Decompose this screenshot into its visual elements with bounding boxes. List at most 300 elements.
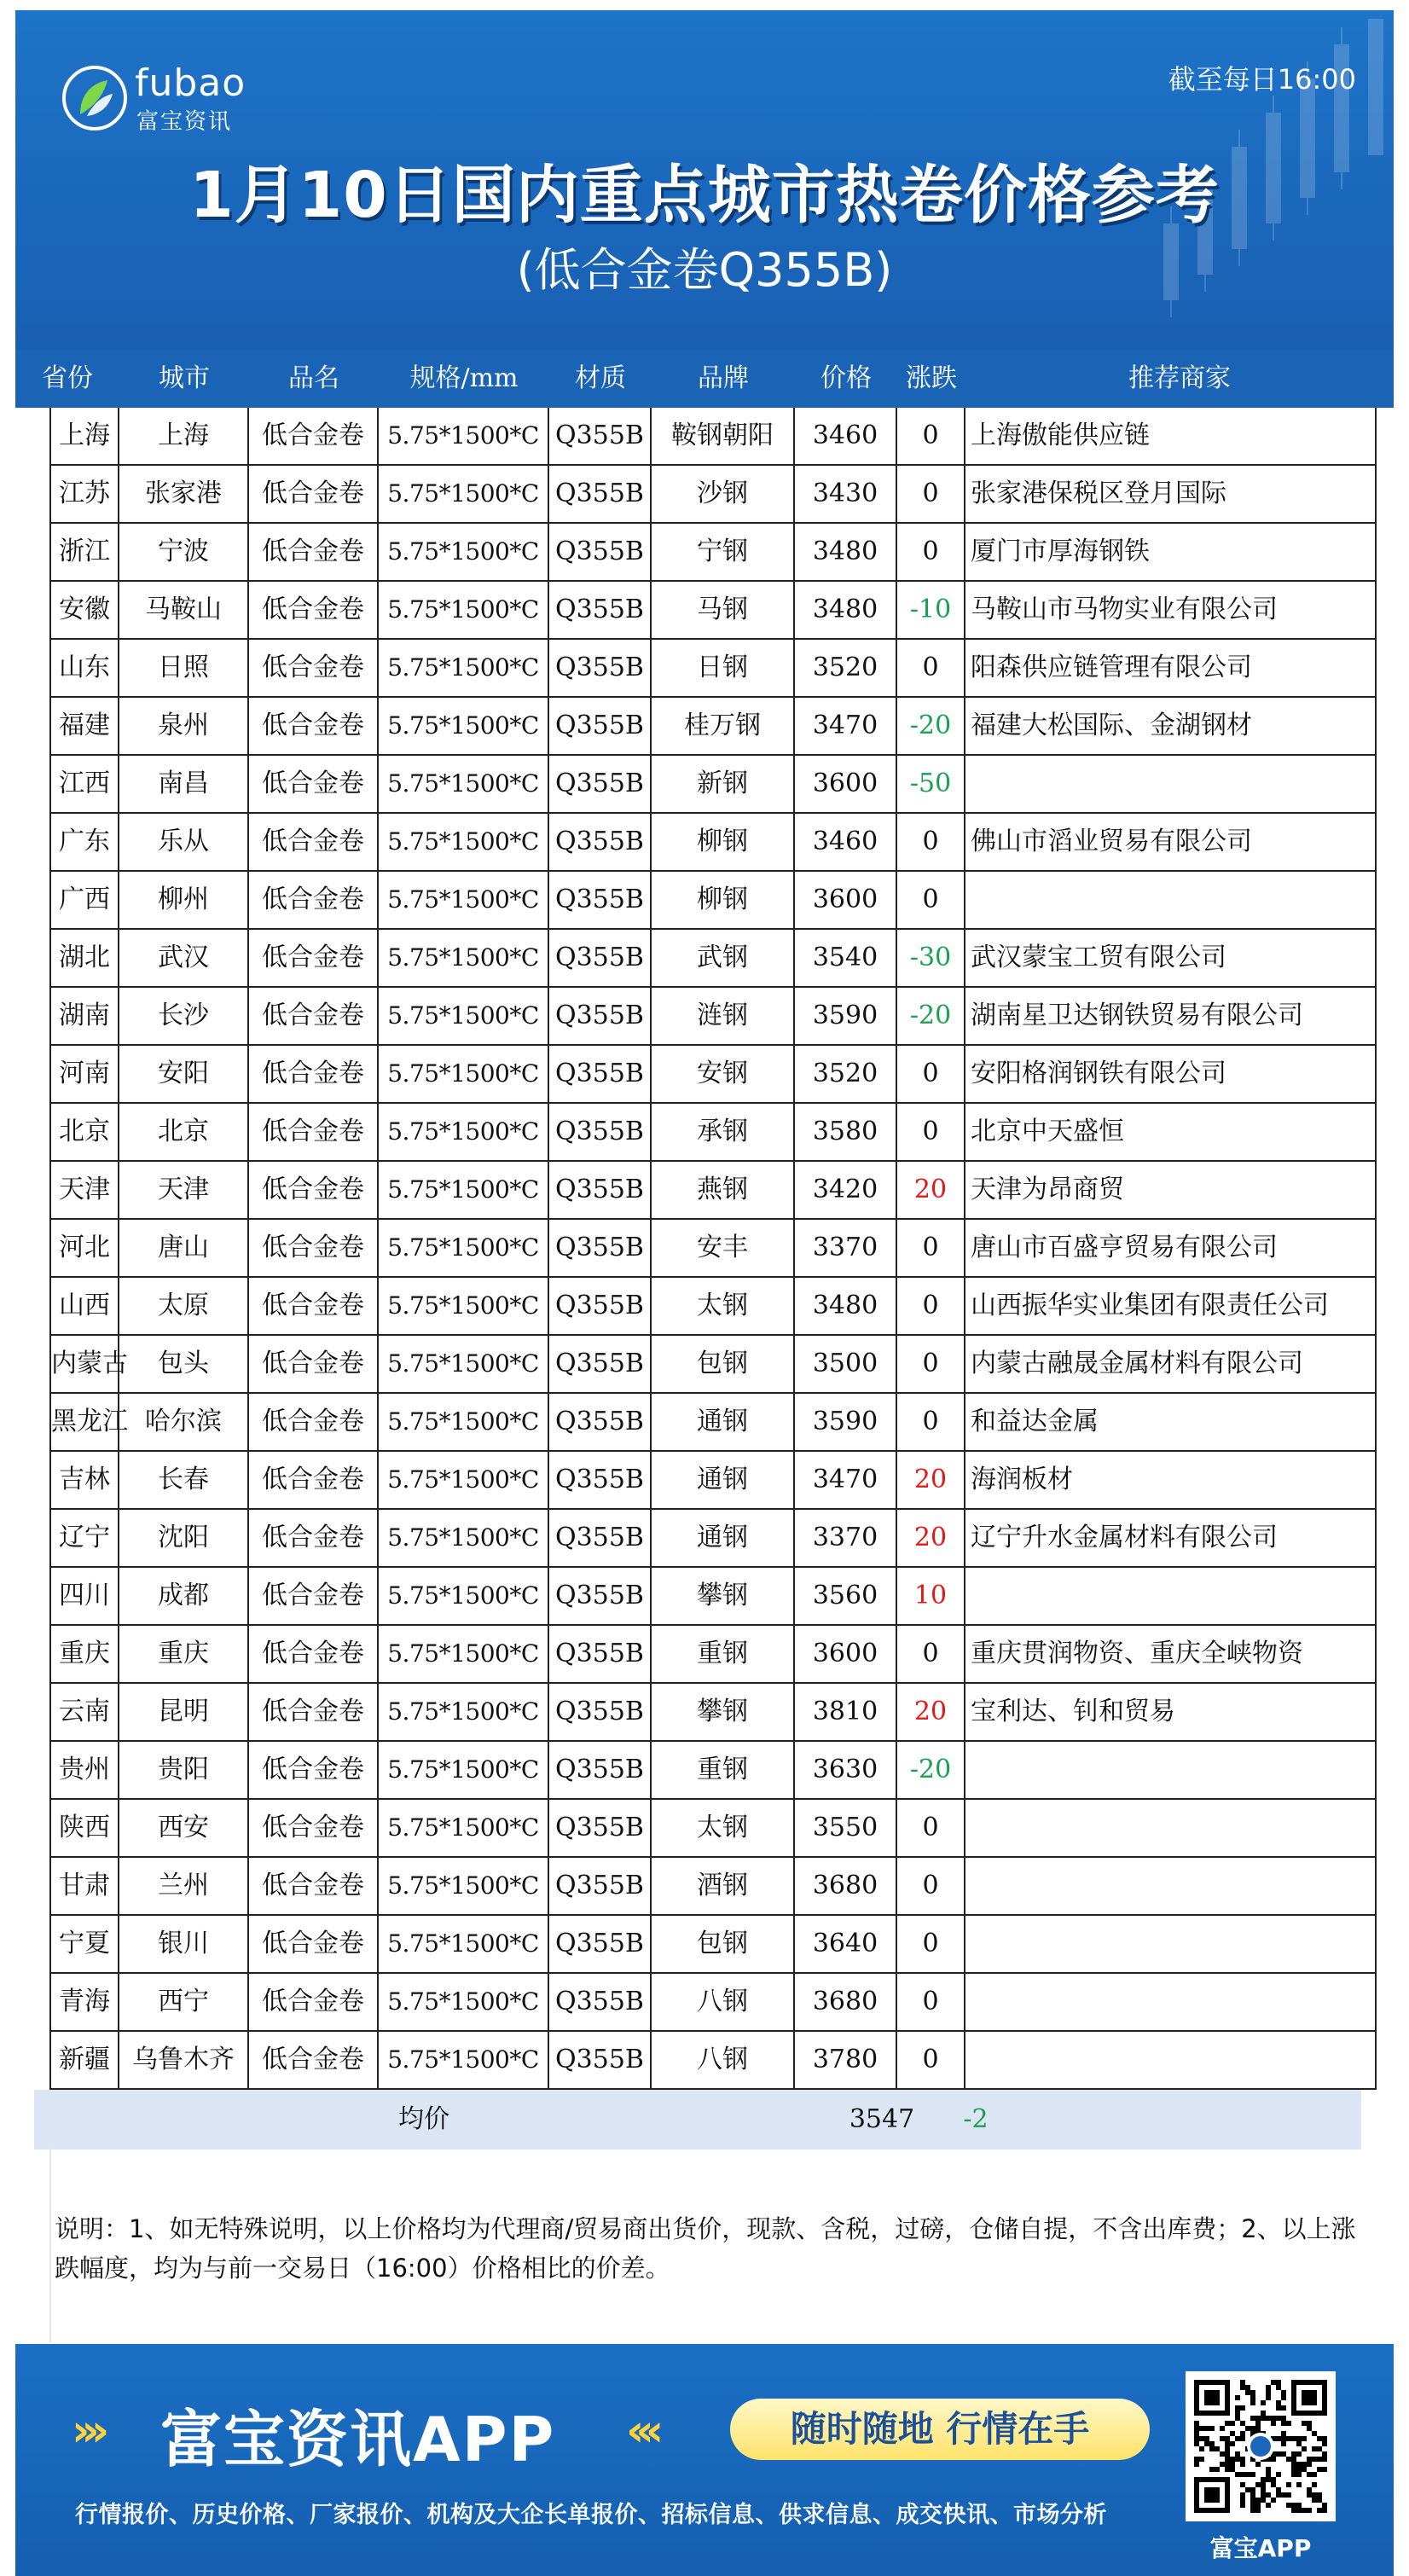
average-change: -2 [963, 2104, 989, 2134]
cell-merchant: 内蒙古融晟金属材料有限公司 [965, 1336, 1377, 1394]
cell-material: Q355B [549, 698, 652, 756]
qr-label: 富宝APP [1209, 2534, 1312, 2562]
cell-change: -30 [897, 930, 965, 988]
cell-product: 低合金卷 [249, 1974, 379, 2032]
cell-province: 重庆 [49, 1626, 119, 1684]
cell-brand: 包钢 [652, 1336, 795, 1394]
chevron-right-icon: ››› [72, 2405, 101, 2457]
cell-price: 3640 [795, 1916, 897, 1974]
cell-price: 3680 [795, 1858, 897, 1916]
table-row [49, 408, 1377, 466]
cell-product: 低合金卷 [249, 1684, 379, 1742]
table-row [49, 1800, 1377, 1858]
cell-city: 武汉 [119, 930, 249, 988]
cell-product: 低合金卷 [249, 524, 379, 582]
cell-spec: 5.75*1500*C [379, 988, 549, 1046]
cell-city: 上海 [119, 408, 249, 466]
cell-city: 长春 [119, 1452, 249, 1510]
cell-change: 0 [897, 1626, 965, 1684]
cell-material: Q355B [549, 1916, 652, 1974]
cell-merchant: 佛山市滔业贸易有限公司 [965, 814, 1377, 872]
cell-product: 低合金卷 [249, 466, 379, 524]
cell-province: 宁夏 [49, 1916, 119, 1974]
cell-city: 唐山 [119, 1220, 249, 1278]
cell-province: 安徽 [49, 582, 119, 640]
cell-brand: 燕钢 [652, 1162, 795, 1220]
footer-services: 行情报价、历史价格、厂家报价、机构及大企长单报价、招标信息、供求信息、成交快讯、市场分析 [75, 2502, 1107, 2528]
table-row [49, 1626, 1377, 1684]
table-row [49, 1858, 1377, 1916]
cell-city: 天津 [119, 1162, 249, 1220]
cell-change: 0 [897, 1858, 965, 1916]
cell-price: 3680 [795, 1974, 897, 2032]
cell-material: Q355B [549, 466, 652, 524]
fubao-logo [61, 61, 343, 138]
cell-product: 低合金卷 [249, 1220, 379, 1278]
footer-slogan: 随时随地 行情在手 [730, 2399, 1150, 2460]
cell-province: 四川 [49, 1568, 119, 1626]
cell-price: 3480 [795, 582, 897, 640]
cell-change: 0 [897, 524, 965, 582]
cell-price: 3810 [795, 1684, 897, 1742]
cell-material: Q355B [549, 1510, 652, 1568]
cell-price: 3460 [795, 814, 897, 872]
cell-brand: 新钢 [652, 756, 795, 814]
cell-merchant: 湖南星卫达钢铁贸易有限公司 [965, 988, 1377, 1046]
cell-brand: 宁钢 [652, 524, 795, 582]
cell-spec: 5.75*1500*C [379, 640, 549, 698]
cell-merchant: 张家港保税区登月国际 [965, 466, 1377, 524]
cell-product: 低合金卷 [249, 2032, 379, 2090]
cell-brand: 八钢 [652, 1974, 795, 2032]
cell-city: 兰州 [119, 1858, 249, 1916]
chevron-left-icon: ‹‹‹ [626, 2405, 656, 2457]
cell-price: 3780 [795, 2032, 897, 2090]
header-spec: 规格/mm [409, 363, 519, 393]
cell-city: 太原 [119, 1278, 249, 1336]
cell-merchant [965, 1858, 1377, 1916]
cell-brand: 安钢 [652, 1046, 795, 1104]
cell-price: 3480 [795, 1278, 897, 1336]
cell-province: 上海 [49, 408, 119, 466]
cell-province: 青海 [49, 1974, 119, 2032]
header-city: 城市 [159, 363, 210, 393]
cell-brand: 鞍钢朝阳 [652, 408, 795, 466]
cell-province: 黑龙江 [49, 1394, 119, 1452]
table-row [49, 1916, 1377, 1974]
cell-change: 0 [897, 408, 965, 466]
cell-change: 0 [897, 1916, 965, 1974]
cell-city: 日照 [119, 640, 249, 698]
cell-product: 低合金卷 [249, 1742, 379, 1800]
cell-city: 沈阳 [119, 1510, 249, 1568]
cell-province: 福建 [49, 698, 119, 756]
cell-product: 低合金卷 [249, 1046, 379, 1104]
cell-price: 3540 [795, 930, 897, 988]
cell-material: Q355B [549, 1278, 652, 1336]
page-subtitle: (低合金卷Q355B) [516, 243, 893, 297]
cell-spec: 5.75*1500*C [379, 466, 549, 524]
cell-province: 广东 [49, 814, 119, 872]
cell-spec: 5.75*1500*C [379, 930, 549, 988]
cell-spec: 5.75*1500*C [379, 1974, 549, 2032]
table-row [49, 1278, 1377, 1336]
cell-change: 0 [897, 2032, 965, 2090]
table-row [49, 756, 1377, 814]
cell-brand: 通钢 [652, 1452, 795, 1510]
cell-province: 甘肃 [49, 1858, 119, 1916]
cell-change: -10 [897, 582, 965, 640]
cell-brand: 通钢 [652, 1394, 795, 1452]
cell-merchant [965, 1568, 1377, 1626]
cell-merchant [965, 1916, 1377, 1974]
qr-code[interactable] [1186, 2371, 1336, 2521]
cell-merchant [965, 872, 1377, 930]
cell-merchant: 福建大松国际、金湖钢材 [965, 698, 1377, 756]
cell-product: 低合金卷 [249, 872, 379, 930]
cell-spec: 5.75*1500*C [379, 1278, 549, 1336]
cell-material: Q355B [549, 408, 652, 466]
cell-city: 乌鲁木齐 [119, 2032, 249, 2090]
cell-price: 3370 [795, 1510, 897, 1568]
cell-brand: 太钢 [652, 1800, 795, 1858]
table-row [49, 1568, 1377, 1626]
cell-merchant [965, 1742, 1377, 1800]
cell-city: 马鞍山 [119, 582, 249, 640]
cell-city: 重庆 [119, 1626, 249, 1684]
cell-brand: 酒钢 [652, 1858, 795, 1916]
average-label: 均价 [398, 2104, 449, 2134]
cell-price: 3590 [795, 1394, 897, 1452]
cell-city: 北京 [119, 1104, 249, 1162]
cell-product: 低合金卷 [249, 1626, 379, 1684]
cell-brand: 攀钢 [652, 1684, 795, 1742]
cell-material: Q355B [549, 1684, 652, 1742]
cell-product: 低合金卷 [249, 1800, 379, 1858]
cell-brand: 沙钢 [652, 466, 795, 524]
cell-spec: 5.75*1500*C [379, 1220, 549, 1278]
cell-price: 3500 [795, 1336, 897, 1394]
cell-price: 3560 [795, 1568, 897, 1626]
cell-material: Q355B [549, 582, 652, 640]
cell-province: 吉林 [49, 1452, 119, 1510]
cell-merchant: 海润板材 [965, 1452, 1377, 1510]
table-row [49, 1046, 1377, 1104]
table-row [49, 698, 1377, 756]
cell-material: Q355B [549, 1568, 652, 1626]
cell-city: 西宁 [119, 1974, 249, 2032]
cell-merchant [965, 756, 1377, 814]
cell-merchant: 武汉蒙宝工贸有限公司 [965, 930, 1377, 988]
cell-material: Q355B [549, 814, 652, 872]
cell-brand: 通钢 [652, 1510, 795, 1568]
cell-merchant: 北京中天盛恒 [965, 1104, 1377, 1162]
cell-merchant: 宝利达、钊和贸易 [965, 1684, 1377, 1742]
table-row [49, 2032, 1377, 2090]
cell-product: 低合金卷 [249, 1858, 379, 1916]
cell-price: 3600 [795, 756, 897, 814]
cell-material: Q355B [549, 1800, 652, 1858]
cell-brand: 太钢 [652, 1278, 795, 1336]
cell-province: 江苏 [49, 466, 119, 524]
cell-product: 低合金卷 [249, 1278, 379, 1336]
cell-city: 昆明 [119, 1684, 249, 1742]
cell-price: 3370 [795, 1220, 897, 1278]
cell-merchant: 安阳格润钢铁有限公司 [965, 1046, 1377, 1104]
cell-brand: 包钢 [652, 1916, 795, 1974]
cell-province: 浙江 [49, 524, 119, 582]
cell-product: 低合金卷 [249, 640, 379, 698]
cell-material: Q355B [549, 640, 652, 698]
cell-change: 20 [897, 1162, 965, 1220]
table-row [49, 872, 1377, 930]
cell-price: 3630 [795, 1742, 897, 1800]
price-note: 说明：1、如无特殊说明，以上价格均为代理商/贸易商出货价，现款、含税，过磅，仓储自提，不含出库费；2、以上涨跌幅度，均为与前一交易日（16:00）价格相比的价差。 [55, 2214, 1356, 2283]
cell-merchant: 马鞍山市马物实业有限公司 [965, 582, 1377, 640]
cell-spec: 5.75*1500*C [379, 872, 549, 930]
cell-product: 低合金卷 [249, 1916, 379, 1974]
cell-material: Q355B [549, 1046, 652, 1104]
cell-city: 成都 [119, 1568, 249, 1626]
cell-price: 3480 [795, 524, 897, 582]
cell-spec: 5.75*1500*C [379, 1162, 549, 1220]
cell-price: 3470 [795, 698, 897, 756]
cell-change: 0 [897, 1046, 965, 1104]
cell-product: 低合金卷 [249, 698, 379, 756]
cell-material: Q355B [549, 1452, 652, 1510]
cell-province: 天津 [49, 1162, 119, 1220]
cell-change: -20 [897, 698, 965, 756]
cell-material: Q355B [549, 930, 652, 988]
header-product: 品名 [288, 363, 339, 393]
leaf-logo-icon [61, 65, 128, 131]
header-change: 涨跌 [906, 363, 957, 393]
cell-product: 低合金卷 [249, 1104, 379, 1162]
cell-province: 山东 [49, 640, 119, 698]
cell-city: 西安 [119, 1800, 249, 1858]
table-row [49, 640, 1377, 698]
cell-spec: 5.75*1500*C [379, 1568, 549, 1626]
cell-province: 新疆 [49, 2032, 119, 2090]
cell-material: Q355B [549, 1162, 652, 1220]
cell-change: 10 [897, 1568, 965, 1626]
cell-merchant [965, 2032, 1377, 2090]
cell-province: 河南 [49, 1046, 119, 1104]
cell-province: 江西 [49, 756, 119, 814]
cell-brand: 重钢 [652, 1626, 795, 1684]
table-row [49, 814, 1377, 872]
cell-brand: 日钢 [652, 640, 795, 698]
cell-spec: 5.75*1500*C [379, 1916, 549, 1974]
cell-material: Q355B [549, 988, 652, 1046]
cell-spec: 5.75*1500*C [379, 1684, 549, 1742]
cell-spec: 5.75*1500*C [379, 1452, 549, 1510]
table-row [49, 1510, 1377, 1568]
header-price: 价格 [820, 363, 872, 393]
table-row [49, 1220, 1377, 1278]
cell-price: 3470 [795, 1452, 897, 1510]
cell-change: 0 [897, 872, 965, 930]
cell-merchant: 唐山市百盛亨贸易有限公司 [965, 1220, 1377, 1278]
cell-merchant: 上海傲能供应链 [965, 408, 1377, 466]
cell-brand: 攀钢 [652, 1568, 795, 1626]
header-province: 省份 [42, 363, 93, 393]
cell-province: 贵州 [49, 1742, 119, 1800]
table-row [49, 1452, 1377, 1510]
cell-change: 0 [897, 1394, 965, 1452]
header-banner [15, 10, 1394, 350]
cell-change: -20 [897, 1742, 965, 1800]
cell-product: 低合金卷 [249, 1510, 379, 1568]
cell-product: 低合金卷 [249, 814, 379, 872]
cell-province: 湖南 [49, 988, 119, 1046]
cell-price: 3550 [795, 1800, 897, 1858]
cell-spec: 5.75*1500*C [379, 1800, 549, 1858]
table-row [49, 582, 1377, 640]
table-row [49, 1104, 1377, 1162]
cell-city: 贵阳 [119, 1742, 249, 1800]
cell-province: 陕西 [49, 1800, 119, 1858]
cell-spec: 5.75*1500*C [379, 1510, 549, 1568]
table-row [49, 1742, 1377, 1800]
table-row [49, 466, 1377, 524]
cell-spec: 5.75*1500*C [379, 698, 549, 756]
average-row [34, 2090, 1361, 2150]
cell-change: 20 [897, 1452, 965, 1510]
cell-material: Q355B [549, 872, 652, 930]
cell-spec: 5.75*1500*C [379, 1046, 549, 1104]
cell-merchant: 辽宁升水金属材料有限公司 [965, 1510, 1377, 1568]
cell-city: 泉州 [119, 698, 249, 756]
cell-spec: 5.75*1500*C [379, 408, 549, 466]
cell-spec: 5.75*1500*C [379, 1626, 549, 1684]
header-merchant: 推荐商家 [1128, 363, 1231, 393]
cell-brand: 安丰 [652, 1220, 795, 1278]
cell-change: 0 [897, 1104, 965, 1162]
cell-merchant: 和益达金属 [965, 1394, 1377, 1452]
cell-material: Q355B [549, 2032, 652, 2090]
cell-city: 哈尔滨 [119, 1394, 249, 1452]
cell-province: 山西 [49, 1278, 119, 1336]
cell-city: 宁波 [119, 524, 249, 582]
cell-merchant: 天津为昂商贸 [965, 1162, 1377, 1220]
cell-change: 0 [897, 466, 965, 524]
table-row [49, 1974, 1377, 2032]
cell-brand: 八钢 [652, 2032, 795, 2090]
cell-brand: 柳钢 [652, 872, 795, 930]
cell-material: Q355B [549, 1104, 652, 1162]
cell-material: Q355B [549, 1336, 652, 1394]
cell-product: 低合金卷 [249, 930, 379, 988]
cell-merchant: 厦门市厚海钢铁 [965, 524, 1377, 582]
cell-province: 湖北 [49, 930, 119, 988]
cell-brand: 承钢 [652, 1104, 795, 1162]
page-title: 1月10日国内重点城市热卷价格参考 [189, 159, 1220, 232]
cell-spec: 5.75*1500*C [379, 1858, 549, 1916]
cell-price: 3460 [795, 408, 897, 466]
qr-code-icon [1194, 2380, 1327, 2513]
cell-price: 3520 [795, 1046, 897, 1104]
cell-material: Q355B [549, 1220, 652, 1278]
cell-province: 北京 [49, 1104, 119, 1162]
cell-merchant: 山西振华实业集团有限责任公司 [965, 1278, 1377, 1336]
cell-spec: 5.75*1500*C [379, 2032, 549, 2090]
table-row [49, 930, 1377, 988]
cell-change: 0 [897, 1278, 965, 1336]
cell-material: Q355B [549, 1742, 652, 1800]
cell-material: Q355B [549, 1626, 652, 1684]
cell-change: 0 [897, 814, 965, 872]
cell-material: Q355B [549, 1858, 652, 1916]
cell-change: 0 [897, 1800, 965, 1858]
cell-change: 20 [897, 1684, 965, 1742]
cell-material: Q355B [549, 1974, 652, 2032]
cell-price: 3430 [795, 466, 897, 524]
cell-product: 低合金卷 [249, 988, 379, 1046]
cell-city: 银川 [119, 1916, 249, 1974]
cell-price: 3590 [795, 988, 897, 1046]
cell-merchant: 重庆贯润物资、重庆全峡物资 [965, 1626, 1377, 1684]
header-material: 材质 [575, 363, 626, 393]
cell-change: 0 [897, 1336, 965, 1394]
footer-banner [15, 2344, 1394, 2576]
cell-change: 0 [897, 640, 965, 698]
cell-product: 低合金卷 [249, 1394, 379, 1452]
cell-product: 低合金卷 [249, 1568, 379, 1626]
footer-app-name: 富宝资讯APP [160, 2404, 556, 2475]
table-row [49, 1394, 1377, 1452]
cell-spec: 5.75*1500*C [379, 524, 549, 582]
cell-change: -20 [897, 988, 965, 1046]
table-row [49, 1336, 1377, 1394]
cell-spec: 5.75*1500*C [379, 1742, 549, 1800]
table-row [49, 1162, 1377, 1220]
cell-spec: 5.75*1500*C [379, 1336, 549, 1394]
average-price: 3547 [849, 2104, 915, 2134]
cell-product: 低合金卷 [249, 1336, 379, 1394]
cell-spec: 5.75*1500*C [379, 1394, 549, 1452]
cell-product: 低合金卷 [249, 582, 379, 640]
cell-city: 张家港 [119, 466, 249, 524]
cell-material: Q355B [549, 524, 652, 582]
cell-city: 乐从 [119, 814, 249, 872]
cell-price: 3520 [795, 640, 897, 698]
logo-text-cn: 富宝资讯 [136, 109, 233, 135]
cutoff-time: 截至每日16:00 [1168, 63, 1356, 96]
cell-price: 3420 [795, 1162, 897, 1220]
cell-spec: 5.75*1500*C [379, 582, 549, 640]
cell-brand: 重钢 [652, 1742, 795, 1800]
cell-brand: 桂万钢 [652, 698, 795, 756]
cell-change: -50 [897, 756, 965, 814]
cell-city: 南昌 [119, 756, 249, 814]
cell-material: Q355B [549, 756, 652, 814]
cell-price: 3600 [795, 1626, 897, 1684]
cell-spec: 5.75*1500*C [379, 1104, 549, 1162]
cell-province: 广西 [49, 872, 119, 930]
cell-product: 低合金卷 [249, 408, 379, 466]
cell-change: 0 [897, 1220, 965, 1278]
cell-material: Q355B [549, 1394, 652, 1452]
cell-province: 辽宁 [49, 1510, 119, 1568]
cell-brand: 涟钢 [652, 988, 795, 1046]
cell-merchant: 阳森供应链管理有限公司 [965, 640, 1377, 698]
header-brand: 品牌 [698, 363, 749, 393]
cell-brand: 马钢 [652, 582, 795, 640]
cell-change: 0 [897, 1974, 965, 2032]
cell-merchant [965, 1800, 1377, 1858]
cell-spec: 5.75*1500*C [379, 814, 549, 872]
